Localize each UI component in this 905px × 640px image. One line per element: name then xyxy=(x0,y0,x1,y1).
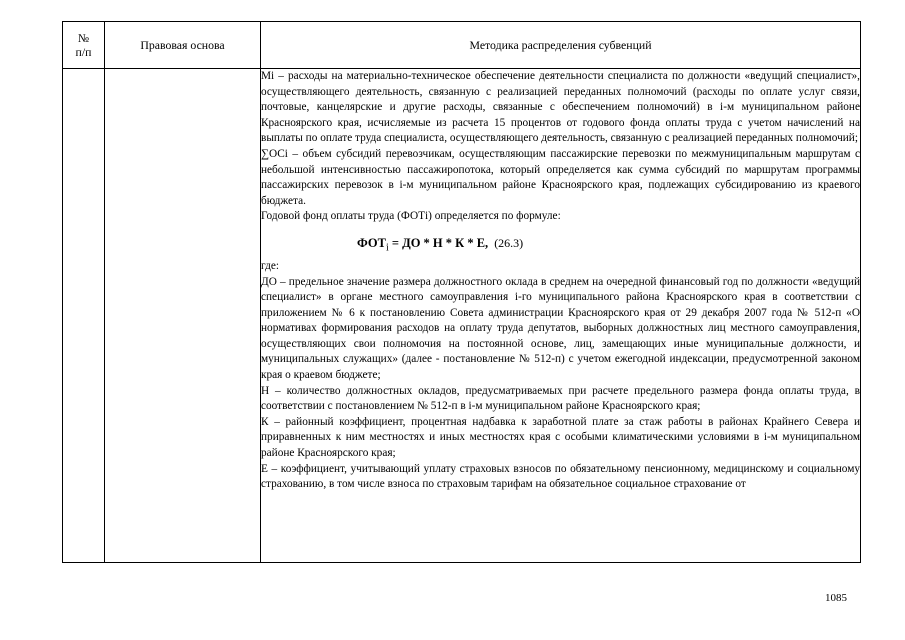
formula xyxy=(261,236,860,256)
paragraph-oci: ∑OCi – объем субсидий перевозчикам, осуществляющим пассажирские перевозки по межмуниципальным маршрутам с небольшой интенсивностью пассажиропотока, который определяется как сумма субсидий по маршрутам программы пассажирских перевозок в i-м муниципальном районе Красноярского края, подлежащих субсидированию из краевого бюджета. xyxy=(261,147,860,207)
paragraph-fot-intro: Годовой фонд оплаты труда (ФОТi) определяется по формуле: xyxy=(261,210,561,223)
row-number-cell xyxy=(63,69,105,563)
paragraph-where: где: xyxy=(261,259,279,272)
formula-subscript: i xyxy=(385,242,389,254)
main-table xyxy=(62,21,861,563)
formula-rhs: = ДО * Н * К * Е, xyxy=(388,235,489,250)
header-legal-basis: Правовая основа xyxy=(105,22,261,69)
paragraph-k: К – районный коэффициент, процентная надбавка к заработной плате за стаж работы в районах Крайнего Севера и приравненных к ним местностях и иных местностях края с особыми климатическими условиями в i-м муниципальном районе Красноярского края; xyxy=(261,415,860,460)
table-row xyxy=(63,69,861,563)
formula-number: (26.3) xyxy=(494,235,524,250)
formula-lhs: ФОТ xyxy=(357,235,386,250)
header-methodology: Методика распределения субвенций xyxy=(261,22,861,69)
header-number: № п/п xyxy=(63,22,105,69)
table-header-row xyxy=(63,22,861,69)
paragraph-do: ДО – предельное значение размера должностного оклада в среднем на очередной финансовый год по должности «ведущий специалист» в органе местного самоуправления i-го муниципального района Красноярского края в соответствии с приложением № 6 к постановлению Совета администрации Красноярского края от 29 декабря 2007 года № 512-п «О нормативах формирования расходов на оплату труда депутатов, выборных должностных лиц местного самоуправления, осуществляющих свои полномочия на постоянной основе, лиц, замещающих иные муниципальные должности, и муниципальных служащих» (далее - постановление № 512-п) с учетом ежегодной индексации, предусмотренной законом края о краевом бюджете; xyxy=(261,275,860,382)
paragraph-mi: Mi – расходы на материально-техническое обеспечение деятельности специалиста по должности «ведущий специалист», осуществляющего деятельность, связанную с реализацией переданных полномочий (расходы по оплате услуг связи, почтовые, канцелярские и другие расходы, связанные с обеспечением полномочий) в i-м муниципальном районе Красноярского края, исчисляемые из расчета 15 процентов от годового фонда оплаты труда с учетом начислений на выплаты по оплате труда специалиста, осуществляющего деятельность, связанную с реализацией переданных полномочий; xyxy=(261,70,860,145)
row-legal-basis-cell xyxy=(105,69,261,563)
paragraph-n: Н – количество должностных окладов, предусматриваемых при расчете предельного размера фонда оплаты труда, в соответствии с постановлением № 512-п в i-м муниципальном районе Красноярского края; xyxy=(261,384,860,413)
page-number: 1085 xyxy=(825,592,847,604)
paragraph-e: Е – коэффициент, учитывающий уплату страховых взносов по обязательному пенсионному, медицинскому и социальному страхованию, в том числе взноса по страховым тарифам на обязательное социальное страхование от xyxy=(261,462,860,491)
methodology-cell xyxy=(261,69,861,563)
